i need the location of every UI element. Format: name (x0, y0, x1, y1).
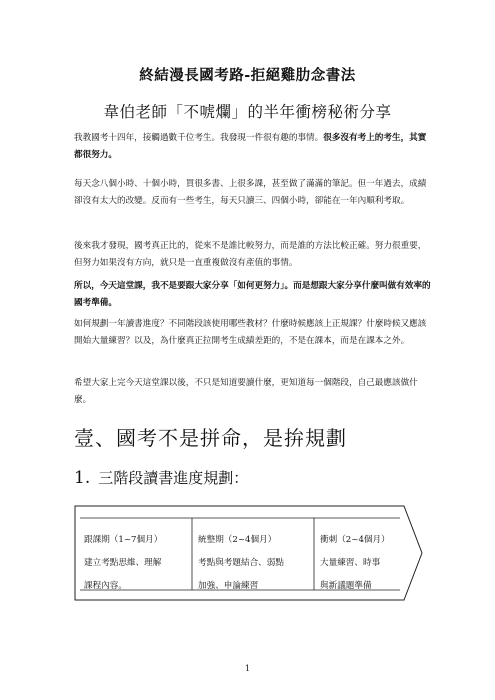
paragraph-5-text: 如何規劃一年讀書進度？不同階段該使用哪些教材？什麼時候應該上正規課？什麼時候又應該開始大量練習？以及，為什麼真正拉開考生成績差距的，不是在課本，而是在課本之外。 (74, 319, 427, 346)
paragraph-1-text: 我教國考十四年，接觸過數千位考生。我發現一件很有趣的事情。 (74, 133, 324, 143)
page-number: 1 (244, 664, 251, 673)
paragraph-2-text: 每天念八個小時、十個小時，買很多書、上很多課，甚至做了滿滿的筆記。但一年過去，成績卻沒有太大的改變。反而有一些考生，每天只讀三、四個小時，卻能在一年內順利考取。 (74, 179, 427, 206)
phase-1-line-2: 課程內容。 (84, 581, 127, 591)
phase-3-line-1: 大量練習、時事 (320, 558, 381, 568)
subsection-label: 三階段讀書進度規劃： (98, 469, 249, 487)
phase-3-title: 衝刺（2~4個月） (320, 535, 390, 545)
phase-1-title: 跟課期（1~7個月） (84, 535, 163, 545)
phase-2 (198, 529, 284, 598)
paragraph-1 (74, 130, 434, 164)
phase-timeline (74, 505, 424, 601)
phase-3 (320, 529, 390, 598)
phase-3-line-2: 與新議題準備 (320, 581, 372, 591)
paragraph-6-text: 希望大家上完今天這堂課以後，不只是知道要讀什麼，更知道每一個階段，自己最應該做什麼。 (74, 378, 418, 405)
phase-1 (84, 529, 162, 598)
document-title: 終結漫長國考路-拒絕雞肋念書法 (139, 67, 356, 84)
subsection-number: 1. (74, 468, 91, 488)
paragraph-4-emphasis: 所以，今天這堂課，我不是要跟大家分享「如何更努力」。而是想跟大家分享什麼叫做有效率的國考準備。 (74, 281, 431, 308)
section-heading: 壹、國考不是拼命，是拚規劃 (74, 426, 347, 450)
phase-1-line-1: 建立考點思維、理解 (84, 558, 162, 568)
phase-2-line-2: 加強、申論練習 (198, 581, 259, 591)
phase-2-line-1: 考點與考題結合、弱點 (198, 558, 284, 568)
paragraph-2 (74, 176, 434, 210)
paragraph-5 (74, 316, 434, 350)
subsection-heading (74, 467, 248, 488)
paragraph-6 (74, 375, 434, 409)
phase-2-title: 統整期（2~4個月） (198, 535, 277, 545)
document-subtitle: 韋伯老師「不唬爛」的半年衝榜秘術分享 (103, 103, 392, 121)
paragraph-3 (74, 238, 434, 272)
paragraph-4 (74, 278, 434, 312)
paragraph-1-emphasis: 很多沒有考上的考生，其實都很努力。 (74, 133, 427, 160)
paragraph-3-text: 後來我才發現，國考真正比的，從來不是誰比較努力，而是誰的方法比較正確。努力很重要，但努力如果沒有方向，就只是一直重複做沒有產值的事情。 (74, 241, 427, 268)
